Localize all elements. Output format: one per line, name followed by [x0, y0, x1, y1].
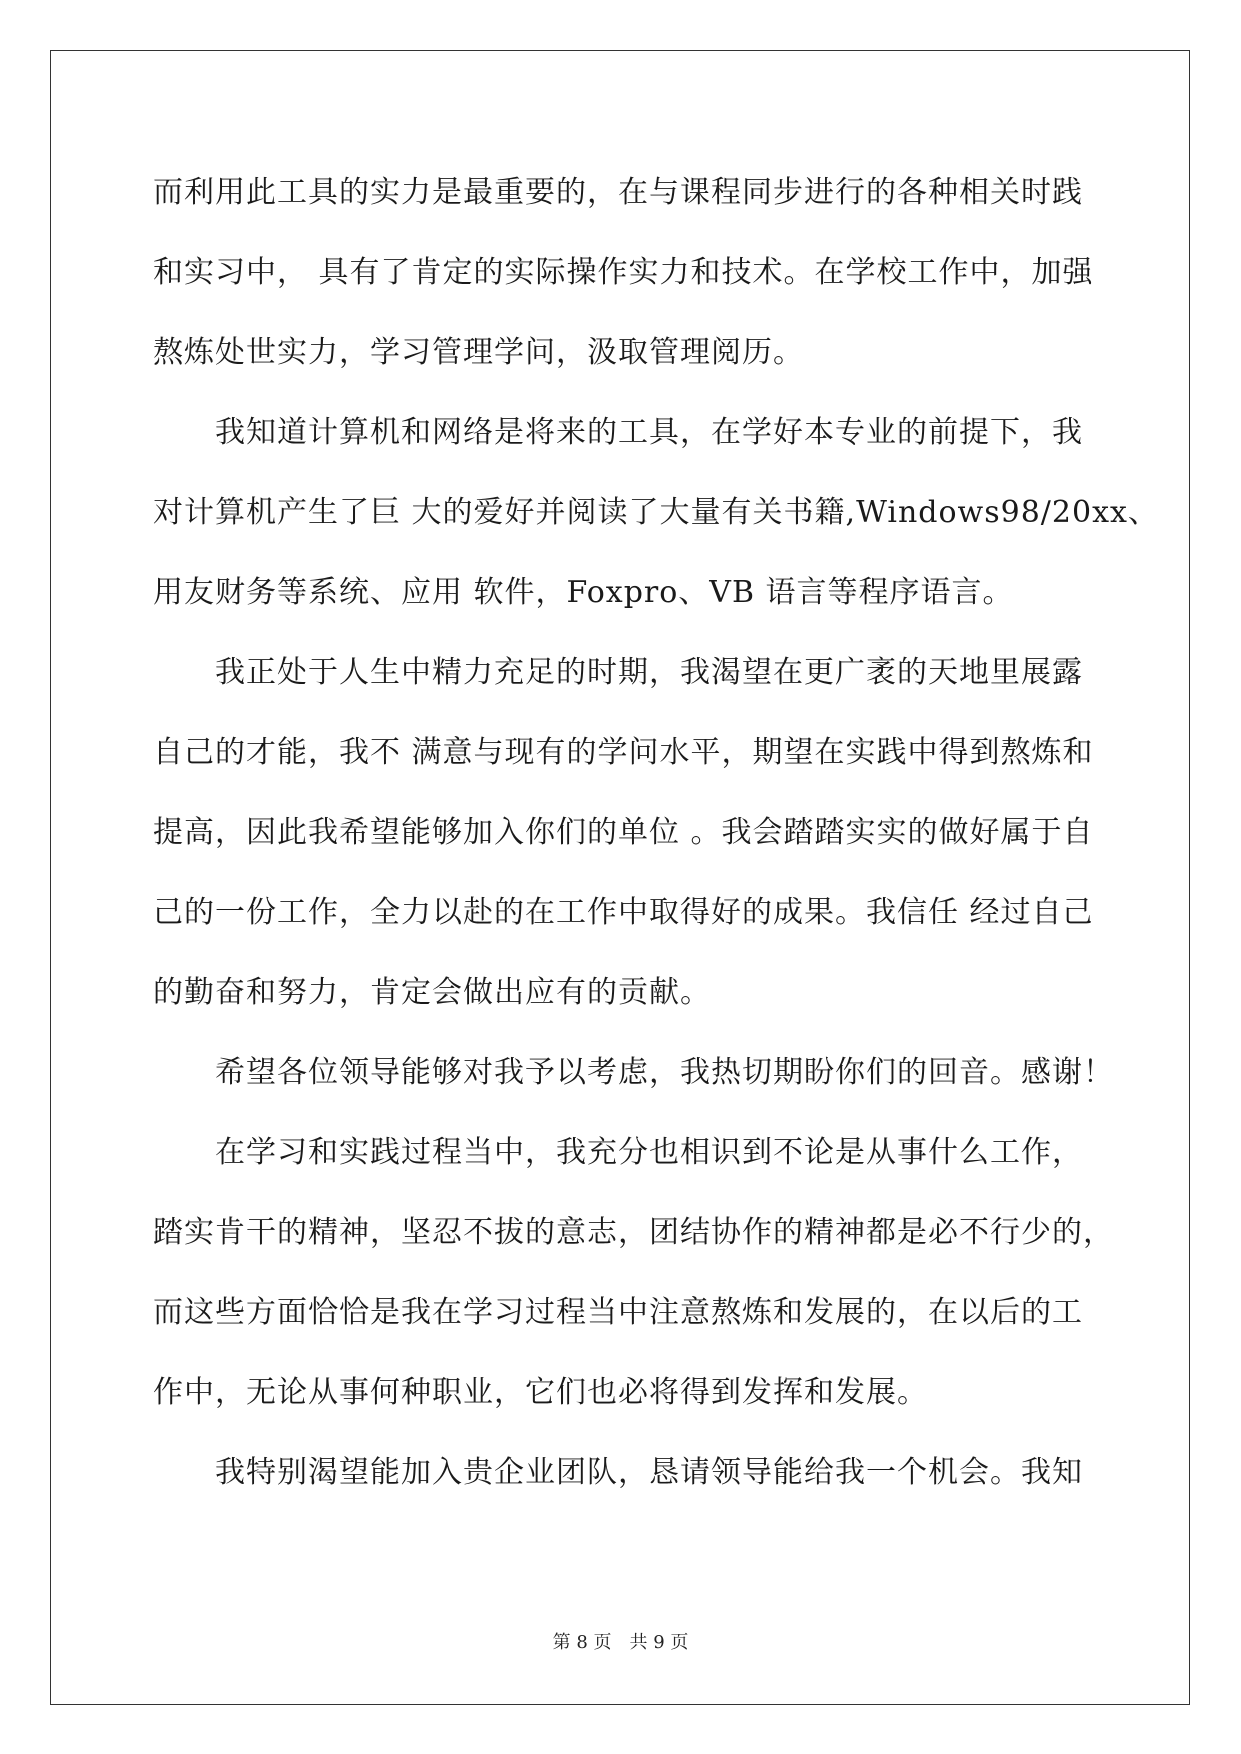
- page-footer: [0, 1628, 1241, 1654]
- text-line: 己的一份工作，全力以赴的在工作中取得好的成果。我信任 经过自己: [153, 895, 1094, 930]
- text-line: 而利用此工具的实力是最重要的，在与课程同步进行的各种相关时践: [153, 175, 1083, 210]
- text-line: 和实习中， 具有了肯定的实际操作实力和技术。在学校工作中，加强: [153, 255, 1094, 290]
- document-body: [153, 158, 1159, 1518]
- text-line: 在学习和实践过程当中，我充分也相识到不论是从事什么工作，: [215, 1135, 1083, 1170]
- text-line: 希望各位领导能够对我予以考虑，我热切期盼你们的回音。感谢！: [215, 1055, 1114, 1090]
- text-line: 作中，无论从事何种职业，它们也必将得到发挥和发展。: [153, 1375, 928, 1410]
- text-line: 提高，因此我希望能够加入你们的单位 。我会踏踏实实的做好属于自: [153, 815, 1094, 850]
- text-line: 的勤奋和努力，肯定会做出应有的贡献。: [153, 975, 711, 1010]
- text-line: 对计算机产生了巨 大的爱好并阅读了大量有关书籍,Windows98/20xx、: [153, 495, 1159, 530]
- text-line: 熬炼处世实力，学习管理学问，汲取管理阅历。: [153, 335, 804, 370]
- text-line: 踏实肯干的精神，坚忍不拔的意志，团结协作的精神都是必不行少的，: [153, 1215, 1114, 1250]
- text-line: 自己的才能，我不 满意与现有的学问水平，期望在实践中得到熬炼和: [153, 735, 1094, 770]
- text-line: 我特别渴望能加入贵企业团队，恳请领导能给我一个机会。我知: [215, 1455, 1083, 1490]
- text-line: 而这些方面恰恰是我在学习过程当中注意熬炼和发展的，在以后的工: [153, 1295, 1083, 1330]
- text-line: 用友财务等系统、应用 软件，Foxpro、VB 语言等程序语言。: [153, 575, 1014, 610]
- text-line: 我正处于人生中精力充足的时期，我渴望在更广袤的天地里展露: [215, 655, 1083, 690]
- text-line: 我知道计算机和网络是将来的工具，在学好本专业的前提下，我: [215, 415, 1083, 450]
- page-number-label: 第 8 页 共 9 页: [552, 1632, 689, 1653]
